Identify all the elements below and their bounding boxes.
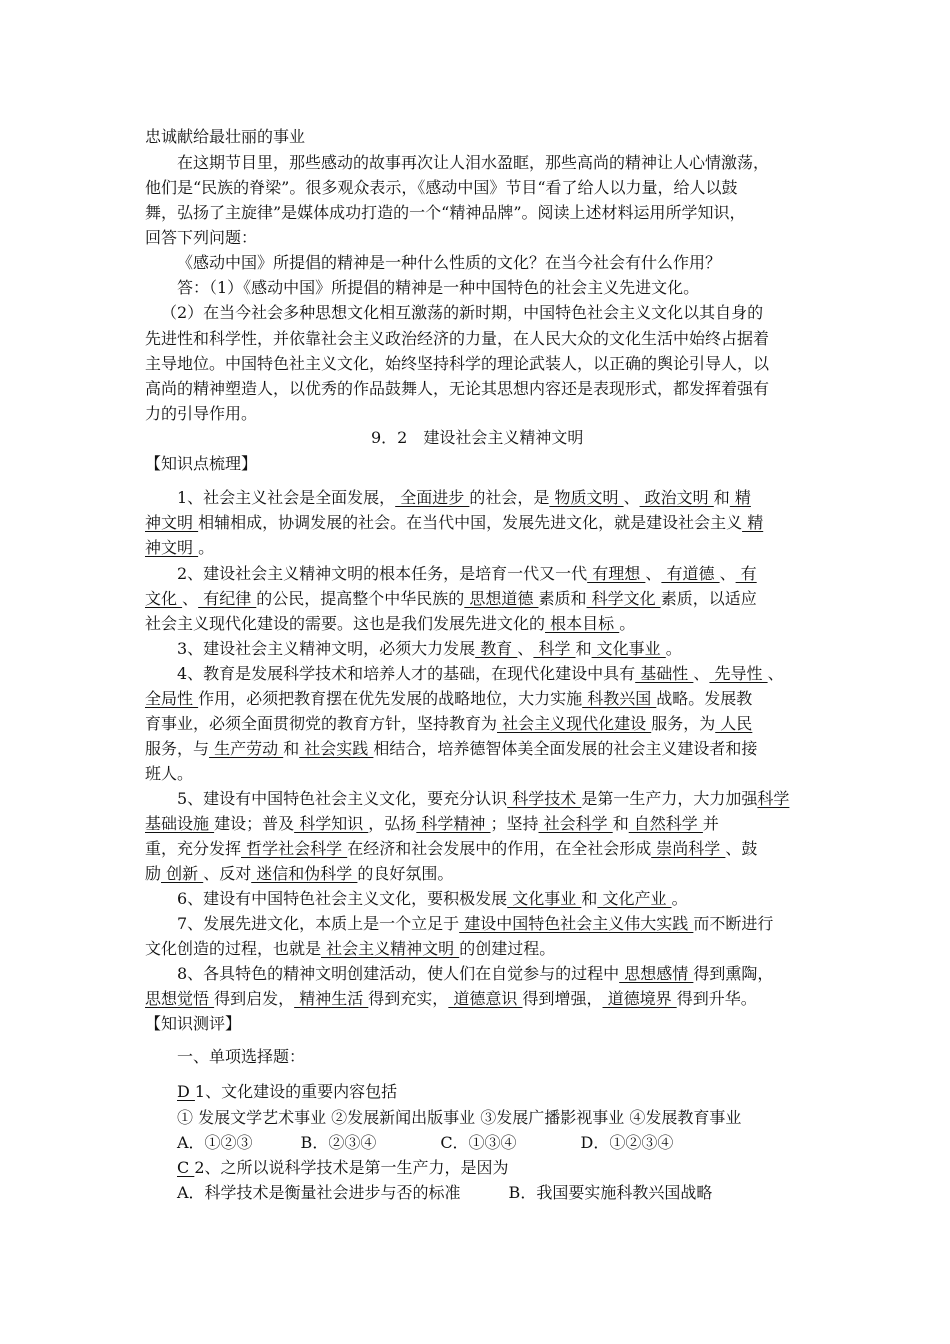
fill-in-answer: 有纪律 <box>198 589 257 608</box>
text-segment: 、 <box>767 664 784 683</box>
text-segment: ；坚持 <box>490 814 539 833</box>
text-line <box>177 889 688 909</box>
fill-in-answer: C <box>177 1158 195 1177</box>
text-segment: 、 <box>182 589 199 608</box>
text-segment: 《感动中国》所提倡的精神是一种什么性质的文化？在当今社会有什么作用？ <box>177 253 722 272</box>
text-segment: 答：（1）《感动中国》所提倡的精神是一种中国特色的社会主义先进文化。 <box>177 278 700 297</box>
fill-in-answer: 文化产业 <box>597 889 672 908</box>
fill-in-answer: 科学知识 <box>294 814 369 833</box>
fill-in-answer: D <box>177 1082 195 1101</box>
fill-in-answer: 神文明 <box>145 513 199 532</box>
text-line <box>145 404 257 424</box>
text-segment: 得到熏陶， <box>693 964 774 983</box>
text-segment: 先进性和科学性，并依靠社会主义政治经济的力量，在人民大众的文化生活中始终占据着 <box>145 329 770 348</box>
text-segment: 、 <box>693 664 710 683</box>
text-segment: 高尚的精神塑造人，以优秀的作品鼓舞人，无论其思想内容还是表现形式，都发挥着强有 <box>145 379 770 398</box>
text-segment: 、反对 <box>203 864 252 883</box>
section-heading <box>145 454 257 474</box>
text-segment: 并 <box>702 814 719 833</box>
text-segment: 在经济和社会发展中的作用，在全社会形成 <box>347 839 652 858</box>
text-segment: 。 <box>665 639 682 658</box>
text-segment: 力的引导作用。 <box>145 404 258 423</box>
fill-in-answer: 有 <box>735 564 757 583</box>
fill-in-answer: 人民 <box>715 714 753 733</box>
text-segment: 重，充分发挥 <box>145 839 242 858</box>
text-segment: 2、建设社会主义精神文明的根本任务，是培育一代又一代 <box>177 564 588 583</box>
fill-in-answer: 科学 <box>757 789 790 808</box>
text-segment: 和 <box>581 889 598 908</box>
text-segment: 得到升华。 <box>676 989 757 1008</box>
text-segment: 5、建设有中国特色社会主义文化，要充分认识 <box>177 789 508 808</box>
fill-in-answer: 有理想 <box>587 564 646 583</box>
text-line <box>177 639 682 659</box>
fill-in-answer: 社会主义精神文明 <box>321 939 460 958</box>
text-segment: 社会主义现代化建设的需要。这也是我们发展先进文化的 <box>145 614 546 633</box>
text-line <box>145 939 555 959</box>
fill-in-answer: 科学文化 <box>586 589 661 608</box>
fill-in-answer: 全面进步 <box>395 488 470 507</box>
text-segment: 1、文化建设的重要内容包括 <box>194 1082 398 1101</box>
text-segment: 素质，以适应 <box>660 589 757 608</box>
text-segment: 作用，必须把教育摆在优先发展的战略地位，大力实施 <box>198 689 583 708</box>
fill-in-answer: 社会实践 <box>299 739 374 758</box>
text-segment: 、 <box>623 488 640 507</box>
fill-in-answer: 根本目标 <box>545 614 620 633</box>
text-line <box>177 153 769 173</box>
fill-in-answer: 道德意识 <box>448 989 523 1008</box>
fill-in-answer: 文化事业 <box>591 639 666 658</box>
text-segment: 班人。 <box>145 764 194 783</box>
text-line <box>177 1047 305 1067</box>
fill-in-answer: 社会科学 <box>538 814 613 833</box>
text-segment: ，弘扬 <box>368 814 417 833</box>
text-line <box>177 1108 741 1128</box>
text-line <box>145 354 769 374</box>
fill-in-answer: 思想道德 <box>464 589 539 608</box>
text-line <box>145 989 757 1009</box>
fill-in-answer: 思想觉悟 <box>145 989 215 1008</box>
text-segment: 得到启发， <box>214 989 295 1008</box>
text-segment: 的创建过程。 <box>459 939 556 958</box>
fill-in-answer: 迷信和伪科学 <box>251 864 358 883</box>
text-line <box>177 564 757 584</box>
fill-in-answer: 崇尚科学 <box>651 839 726 858</box>
text-line <box>145 839 757 859</box>
text-segment: 励 <box>145 864 162 883</box>
text-segment: ① 发展文学艺术事业 ②发展新闻出版事业 ③发展广播影视事业 ④发展教育事业 <box>177 1108 742 1127</box>
text-segment: 、 <box>517 639 534 658</box>
text-segment: 和 <box>713 488 730 507</box>
text-line <box>177 278 699 298</box>
text-line <box>145 764 193 784</box>
text-segment: 服务，与 <box>145 739 210 758</box>
text-segment: 和 <box>283 739 300 758</box>
text-segment: 8、各具特色的精神文明创建活动，使人们在自觉参与的过程中 <box>177 964 620 983</box>
text-segment: 【知识测评】 <box>145 1014 242 1033</box>
fill-in-answer: 有道德 <box>661 564 720 583</box>
text-segment: 是第一生产力，大力加强 <box>581 789 758 808</box>
text-segment: 育事业，必须全面贯彻党的教育方针，坚持教育为 <box>145 714 498 733</box>
text-line <box>145 589 757 609</box>
fill-in-answer: 教育 <box>475 639 518 658</box>
text-segment: 9．2 建设社会主义精神文明 <box>371 428 584 447</box>
text-segment: 建设；普及 <box>214 814 295 833</box>
text-segment: 、 <box>719 564 736 583</box>
text-segment: 2、之所以说科学技术是第一生产力，是因为 <box>194 1158 509 1177</box>
fill-in-answer: 自然科学 <box>628 814 703 833</box>
text-line <box>177 253 721 273</box>
text-line <box>145 739 757 759</box>
fill-in-answer: 生产劳动 <box>209 739 284 758</box>
text-segment: 忠诚献给最壮丽的事业 <box>145 127 306 146</box>
text-segment: 服务，为 <box>651 714 716 733</box>
text-line <box>177 664 784 684</box>
text-segment: 、 <box>645 564 662 583</box>
fill-in-answer: 科学精神 <box>416 814 491 833</box>
text-segment: A．①②③ B．②③④ C．①③④ D．①②③④ <box>177 1133 674 1152</box>
text-line <box>177 1133 673 1153</box>
text-line <box>145 538 214 558</box>
fill-in-answer: 政治文明 <box>639 488 714 507</box>
text-segment: 得到充实， <box>368 989 449 1008</box>
fill-in-answer: 科学 <box>533 639 576 658</box>
text-segment: 【知识点梳理】 <box>145 454 258 473</box>
question-line <box>177 1082 397 1102</box>
fill-in-answer: 精神生活 <box>294 989 369 1008</box>
text-segment: 战略。发展教 <box>656 689 753 708</box>
text-line <box>177 964 773 984</box>
text-line <box>145 714 752 734</box>
text-segment: A．科学技术是衡量社会进步与否的标准 B．我国要实施科教兴国战略 <box>177 1183 713 1202</box>
text-segment: 的社会，是 <box>469 488 550 507</box>
text-segment: 在这期节目里，那些感动的故事再次让人泪水盈眶，那些高尚的精神让人心情激荡， <box>177 153 770 172</box>
question-line <box>177 1158 509 1178</box>
text-segment: 得到增强， <box>522 989 603 1008</box>
text-segment: 他们是“民族的脊梁”。很多观众表示，《感动中国》节目“看了给人以力量，给人以鼓 <box>145 178 738 197</box>
text-line <box>145 329 769 349</box>
text-segment: 相结合，培养德智体美全面发展的社会主义建设者和接 <box>373 739 758 758</box>
fill-in-answer: 道德境界 <box>602 989 677 1008</box>
text-segment: 和 <box>612 814 629 833</box>
fill-in-answer: 建设中国特色社会主义伟大实践 <box>459 914 694 933</box>
fill-in-answer: 先导性 <box>709 664 768 683</box>
text-line <box>145 513 763 533</box>
text-line <box>177 914 773 934</box>
text-line <box>145 178 738 198</box>
text-line <box>145 127 305 147</box>
text-line <box>145 228 257 248</box>
fill-in-answer: 全局性 <box>145 689 199 708</box>
text-line <box>177 789 789 809</box>
fill-in-answer: 创新 <box>161 864 204 883</box>
text-line <box>145 814 719 834</box>
text-line <box>177 1183 712 1203</box>
fill-in-answer: 基础设施 <box>145 814 215 833</box>
fill-in-answer: 社会主义现代化建设 <box>497 714 652 733</box>
text-line <box>145 379 769 399</box>
text-segment: 和 <box>575 639 592 658</box>
fill-in-answer: 科教兴国 <box>582 689 657 708</box>
text-line <box>145 614 635 634</box>
fill-in-answer: 神文明 <box>145 538 199 557</box>
text-line <box>177 488 751 508</box>
text-segment: 4、教育是发展科学技术和培养人才的基础，在现代化建设中具有 <box>177 664 636 683</box>
text-segment: 文化创造的过程，也就是 <box>145 939 322 958</box>
section-title <box>371 428 583 448</box>
text-segment: 主导地位。中国特色社主义文化，始终坚持科学的理论武装人，以正确的舆论引导人，以 <box>145 354 770 373</box>
fill-in-answer: 科学技术 <box>507 789 582 808</box>
text-segment: 相辅相成，协调发展的社会。在当代中国，发展先进文化，就是建设社会主义 <box>198 513 743 532</box>
fill-in-answer: 精 <box>729 488 751 507</box>
fill-in-answer: 思想感情 <box>619 964 694 983</box>
section-heading <box>145 1014 241 1034</box>
text-segment: 。 <box>198 538 215 557</box>
text-line <box>145 689 752 709</box>
text-segment: 3、建设社会主义精神文明，必须大力发展 <box>177 639 476 658</box>
text-segment: 6、建设有中国特色社会主义文化，要积极发展 <box>177 889 508 908</box>
fill-in-answer: 文化事业 <box>507 889 582 908</box>
text-segment: 回答下列问题： <box>145 228 258 247</box>
text-segment: 7、发展先进文化，本质上是一个立足于 <box>177 914 460 933</box>
text-segment: 的良好氛围。 <box>357 864 454 883</box>
text-segment: 素质和 <box>538 589 587 608</box>
fill-in-answer: 哲学社会科学 <box>241 839 348 858</box>
text-line <box>161 303 763 323</box>
text-segment: 、鼓 <box>725 839 758 858</box>
fill-in-answer: 物质文明 <box>549 488 624 507</box>
fill-in-answer: 精 <box>742 513 764 532</box>
text-segment: 1、社会主义社会是全面发展， <box>177 488 396 507</box>
text-segment: 。 <box>619 614 636 633</box>
text-segment: 舞，弘扬了主旋律”是媒体成功打造的一个“精神品牌”。阅读上述材料运用所学知识， <box>145 203 746 222</box>
text-segment: 而不断进行 <box>693 914 774 933</box>
text-segment: 的公民，提高整个中华民族的 <box>256 589 465 608</box>
text-line <box>145 864 453 884</box>
text-segment: （2）在当今社会多种思想文化相互激荡的新时期，中国特色社会主义文化以其自身的 <box>161 303 764 322</box>
fill-in-answer: 基础性 <box>635 664 694 683</box>
text-segment: 。 <box>671 889 688 908</box>
text-line <box>145 203 746 223</box>
fill-in-answer: 文化 <box>145 589 183 608</box>
text-segment: 一、单项选择题： <box>177 1047 306 1066</box>
